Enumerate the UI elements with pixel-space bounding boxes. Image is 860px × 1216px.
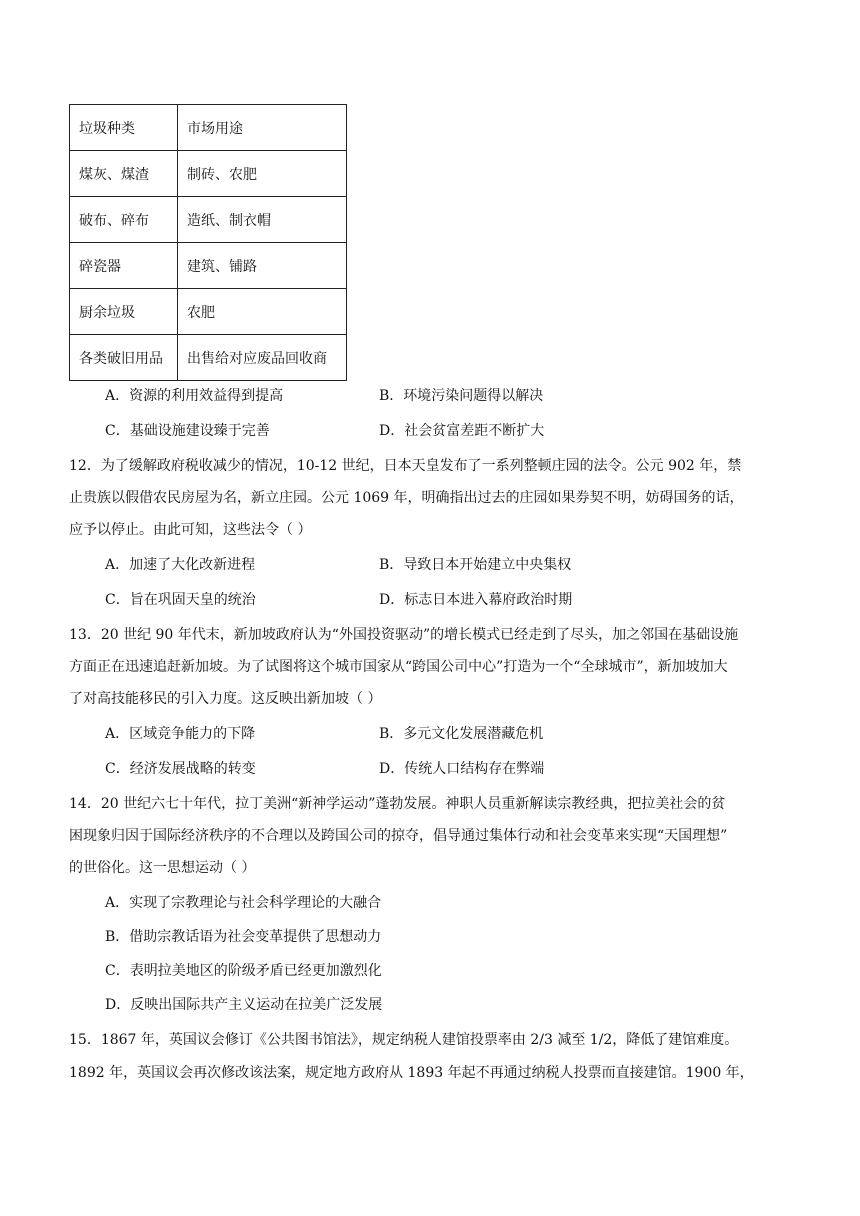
q12-option-d: D．标志日本进入幕府政治时期: [379, 592, 573, 608]
q11-option-c: C．基础设施建设臻于完善: [105, 423, 270, 439]
table-cell: 煤灰、煤渣: [70, 151, 178, 197]
table-cell: 各类破旧用品: [70, 335, 178, 381]
q12-stem-line-2: 止贵族以假借农民房屋为名，新立庄园。公元 1069 年，明确指出过去的庄园如果券契不明，妨碍国务的话，: [69, 490, 744, 506]
q12-stem-line-1: 12．为了缓解政府税收减少的情况，10-12 世纪，日本天皇发布了一系列整顿庄园的法令。公元 902 年，禁: [69, 458, 742, 474]
q12-stem-line-3: 应予以停止。由此可知，这些法令（ ）: [69, 522, 312, 538]
q14-stem-line-1: 14．20 世纪六七十年代，拉丁美洲“新神学运动”蓬勃发展。神职人员重新解读宗教经典，把拉美社会的贫: [69, 796, 726, 812]
table-row: [70, 335, 347, 381]
table-cell: 制砖、农肥: [178, 151, 347, 197]
table-row: [70, 105, 347, 151]
q11-option-b: B．环境污染问题得以解决: [379, 388, 544, 404]
q15-stem-line-2: 1892 年，英国议会再次修改该法案，规定地方政府从 1893 年起不再通过纳税人投票而直接建馆。1900 年，: [69, 1065, 754, 1081]
table-cell: 出售给对应废品回收商: [178, 335, 347, 381]
q14-stem-line-3: 的世俗化。这一思想运动（ ）: [69, 860, 256, 876]
table-row: [70, 197, 347, 243]
table-cell: 厨余垃圾: [70, 289, 178, 335]
q13-stem-line-3: 了对高技能移民的引入力度。这反映出新加坡（ ）: [69, 691, 382, 707]
q14-option-d: D．反映出国际共产主义运动在拉美广泛发展: [105, 997, 383, 1013]
table-row: [70, 243, 347, 289]
table-cell: 破布、碎布: [70, 197, 178, 243]
q14-option-b: B．借助宗教话语为社会变革提供了思想动力: [105, 929, 382, 945]
q13-stem-line-1: 13．20 世纪 90 年代末，新加坡政府认为“外国投资驱动”的增长模式已经走到了尽头，加之邻国在基础设施: [69, 627, 739, 643]
q13-stem-line-2: 方面正在迅速追赶新加坡。为了试图将这个城市国家从“跨国公司中心”打造为一个“全球城市”，新加坡加大: [69, 659, 728, 675]
q13-option-d: D．传统人口结构存在弊端: [379, 761, 545, 777]
q13-option-a: A．区域竞争能力的下降: [105, 726, 256, 742]
q13-option-b: B．多元文化发展潜藏危机: [379, 726, 544, 742]
q14-option-a: A．实现了宗教理论与社会科学理论的大融合: [105, 895, 382, 911]
q12-option-a: A．加速了大化改新进程: [105, 557, 256, 573]
q14-option-c: C．表明拉美地区的阶级矛盾已经更加激烈化: [105, 963, 382, 979]
table-cell: 垃圾种类: [70, 105, 178, 151]
q11-option-d: D．社会贫富差距不断扩大: [379, 423, 545, 439]
table-cell: 碎瓷器: [70, 243, 178, 289]
garbage-use-table: [69, 104, 347, 381]
table-row: [70, 151, 347, 197]
table-cell: 市场用途: [178, 105, 347, 151]
q12-option-b: B．导致日本开始建立中央集权: [379, 557, 572, 573]
table-cell: 造纸、制衣帽: [178, 197, 347, 243]
q14-stem-line-2: 困现象归因于国际经济秩序的不合理以及跨国公司的掠夺，倡导通过集体行动和社会变革来实现“天国理想”: [69, 828, 728, 844]
q11-option-a: A．资源的利用效益得到提高: [105, 388, 284, 404]
q13-option-c: C．经济发展战略的转变: [105, 761, 256, 777]
table-row: [70, 289, 347, 335]
q12-option-c: C．旨在巩固天皇的统治: [105, 592, 256, 608]
table-cell: 农肥: [178, 289, 347, 335]
table-cell: 建筑、铺路: [178, 243, 347, 289]
q15-stem-line-1: 15．1867 年，英国议会修订《公共图书馆法》，规定纳税人建馆投票率由 2/3 减至 1/2，降低了建馆难度。: [69, 1032, 739, 1048]
